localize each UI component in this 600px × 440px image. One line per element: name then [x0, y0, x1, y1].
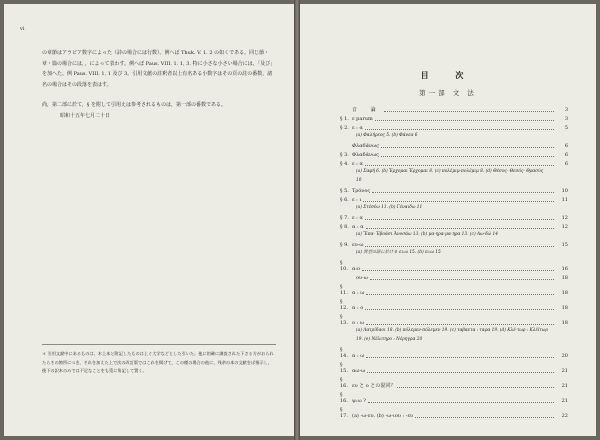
- toc-page-number: 3: [564, 107, 568, 113]
- toc-entry: [340, 188, 568, 194]
- leader-dots: [365, 246, 554, 247]
- toc-entry: [340, 314, 568, 326]
- toc-entry: [340, 152, 568, 158]
- toc-page-number: 18: [561, 320, 568, 326]
- toc-title: (a) -ω-ευ. (b) -ω-ιου : -ευ: [352, 413, 414, 419]
- toc-subentry: (a) 異型の語に於ける ει:ω 15. (b) ει:ω 15: [356, 250, 441, 255]
- toc-entry: [340, 116, 568, 122]
- part-heading: 第一部 文 法: [419, 89, 477, 97]
- toc-page-number: 18: [561, 275, 568, 281]
- toc-page-number: 12: [561, 224, 568, 230]
- toc-section-number: § 4.: [340, 161, 349, 167]
- toc-subentry: (a) Ἕπα- Ἐβοάσι Ἀνοσάω 13. (b) μα-ηρα-μα-ηρα 13. (c) Αω-δώ 14: [356, 232, 498, 237]
- toc-title: ε : α: [352, 215, 363, 221]
- leader-dots: [375, 120, 554, 121]
- toc-section-number: § 16.: [340, 377, 348, 389]
- toc-section-number: § 7.: [340, 215, 349, 221]
- toc-title: ε : ι: [352, 197, 362, 203]
- toc-title: ου-ω: [356, 275, 368, 281]
- toc-title: α : ο: [352, 305, 364, 311]
- toc-page-number: 21: [561, 368, 568, 374]
- leader-dots: [381, 147, 554, 148]
- toc-title: α : ω: [352, 290, 365, 296]
- toc-subentry: (a) Φαλήρεος 5. (b) Φάνεα 6: [356, 133, 418, 138]
- toc-subentry: (a) Στέσέω 11. (b) Γέναιδω 11: [356, 205, 423, 210]
- toc-section-number: § 2.: [340, 125, 349, 131]
- toc-title: α : α: [352, 224, 364, 230]
- toc-section-number: § 11.: [340, 284, 348, 296]
- toc-entry: [340, 107, 568, 113]
- toc-section-number: § 3.: [340, 152, 349, 158]
- toc-page-number: 10: [561, 188, 568, 194]
- leader-dots: [365, 129, 554, 130]
- toc-section-number: § 1.: [340, 116, 349, 122]
- footnote-rule: [42, 344, 276, 345]
- toc-section-number: § 5.: [340, 188, 349, 194]
- toc-title: Τρόνος: [352, 188, 371, 194]
- toc-page-number: 5: [564, 125, 568, 131]
- preface-paragraph: の章節はアラビア数字によった（詩の場合には行数）。例へば Thuk. V. 1. 2 の如くである。同じ節・章・篇の場合には，，によって表わす。例へば Paus. VIII. 1. 1, 3. 特に小さな小さい場合には，「及び」を加へた。例 Paus. VIII. 1, 1 及び 3。引用文献の註釈者以上有名ある小数字はその頁の註の番数，諸名の場合はその段落を表はす。: [42, 50, 276, 88]
- toc-title: Φλαδάνως: [352, 143, 379, 149]
- toc-page-number: 21: [561, 398, 568, 404]
- toc-section-number: § 12.: [340, 299, 348, 311]
- toc-section-number: § 17.: [340, 407, 348, 419]
- right-page: [300, 4, 596, 436]
- toc-section-number: § 15.: [340, 362, 348, 374]
- preface-paragraph: 尚，第二部に於て，§ を附して引用えは参考されるものは，第一部の番数である。: [42, 102, 226, 108]
- toc-page-number: 12: [561, 215, 568, 221]
- toc-page-number: 22: [561, 413, 568, 419]
- toc-section-number: § 8.: [340, 224, 349, 230]
- toc-title: ο : ω: [352, 320, 364, 326]
- toc-section-number: § 6.: [340, 197, 349, 203]
- toc-title: ε : α: [352, 161, 363, 167]
- toc-entry: [340, 407, 568, 419]
- toc-title: 音 論: [352, 107, 382, 113]
- toc-entry: [340, 143, 568, 149]
- toc-page-number: 6: [564, 143, 568, 149]
- toc-entry: [340, 377, 568, 389]
- toc-section-number: § 10.: [340, 260, 348, 272]
- leader-dots: [415, 417, 554, 418]
- leader-dots: [365, 165, 554, 166]
- toc-page-number: 3: [564, 116, 568, 122]
- toc-page-number: 18: [561, 290, 568, 296]
- toc-title: ε : α: [352, 125, 363, 131]
- toc-subentry: (a) Λατρίδαοι 18. (b) πόλεμεν-πόλεμεν 19. (c) ταβαετα : ταρα 19. (d) Κλέ-τωρ : Κλέίτωρ 19. (e) Νέλιτηρο : Νέρηγρα 20: [356, 328, 548, 342]
- leader-dots: [366, 228, 554, 229]
- toc-page-number: 15: [561, 242, 568, 248]
- left-page: [4, 4, 294, 436]
- toc-section-number: § 13.: [340, 314, 348, 326]
- toc-page-number: 11: [561, 197, 568, 203]
- leader-dots: [372, 192, 554, 193]
- footnote: ＊ 引用文献中にあるものは，木上本と附記したものは上ぐ大学などとした引いた。他に的確に調査された下さる方がおられたらその箇所につき，それを加えた上で次の改訂版ではこれを掲げて，この種の場合の他に，残余の本の文献をば指示し，後下の訳本のみでは不足なことをも兎に角記して置く。: [42, 351, 274, 373]
- toc-page-number: 16: [561, 266, 568, 272]
- leader-dots: [366, 357, 554, 358]
- leader-dots: [384, 111, 554, 112]
- leader-dots: [362, 270, 554, 271]
- toc-entry: [340, 275, 568, 281]
- toc-page-number: 20: [561, 353, 568, 359]
- page-number: vi: [20, 26, 25, 32]
- toc-entry: [340, 284, 568, 296]
- leader-dots: [367, 372, 554, 373]
- toc-title: Φλαδάνως: [352, 152, 379, 158]
- toc-entry: [340, 347, 568, 359]
- toc-entry: [340, 260, 568, 272]
- toc-title: ε parum: [352, 116, 373, 122]
- toc-page-number: 18: [561, 305, 568, 311]
- toc-title: αω-ω: [352, 368, 366, 374]
- contents-title: 目 次: [420, 70, 476, 80]
- leader-dots: [366, 324, 554, 325]
- toc-entry: [340, 392, 568, 404]
- leader-dots: [363, 201, 554, 202]
- leader-dots: [381, 156, 554, 157]
- leader-dots: [370, 279, 554, 280]
- toc-title: α : ω: [352, 353, 365, 359]
- toc-subentry: (a) Σαφή 6. (b) Ἑρχομαι Ἐρχομαι 8. (c) πολέμιμ-πολέμιμ 8. (d) Θέσος- Θεσός- Θρασύς 10: [356, 169, 544, 183]
- toc-entry: [340, 215, 568, 221]
- toc-title: α:ο: [352, 266, 361, 272]
- toc-title: ψ:ω ?: [352, 398, 366, 404]
- toc-section-number: § 16.: [340, 392, 348, 404]
- toc-section-number: § 9.: [340, 242, 349, 248]
- leader-dots: [365, 309, 554, 310]
- toc-title: ευ と ο との混同？: [352, 383, 396, 389]
- leader-dots: [366, 294, 554, 295]
- toc-page-number: 6: [564, 161, 568, 167]
- leader-dots: [368, 402, 554, 403]
- toc-page-number: 21: [561, 383, 568, 389]
- toc-entry: [340, 362, 568, 374]
- table-of-contents: [340, 104, 568, 419]
- toc-entry: [340, 299, 568, 311]
- leader-dots: [397, 387, 554, 388]
- leader-dots: [365, 219, 554, 220]
- toc-section-number: § 14.: [340, 347, 348, 359]
- date-signature: 昭和十五年七月二十日: [60, 113, 111, 119]
- toc-page-number: 6: [564, 152, 568, 158]
- toc-title: ευ-ω: [352, 242, 364, 248]
